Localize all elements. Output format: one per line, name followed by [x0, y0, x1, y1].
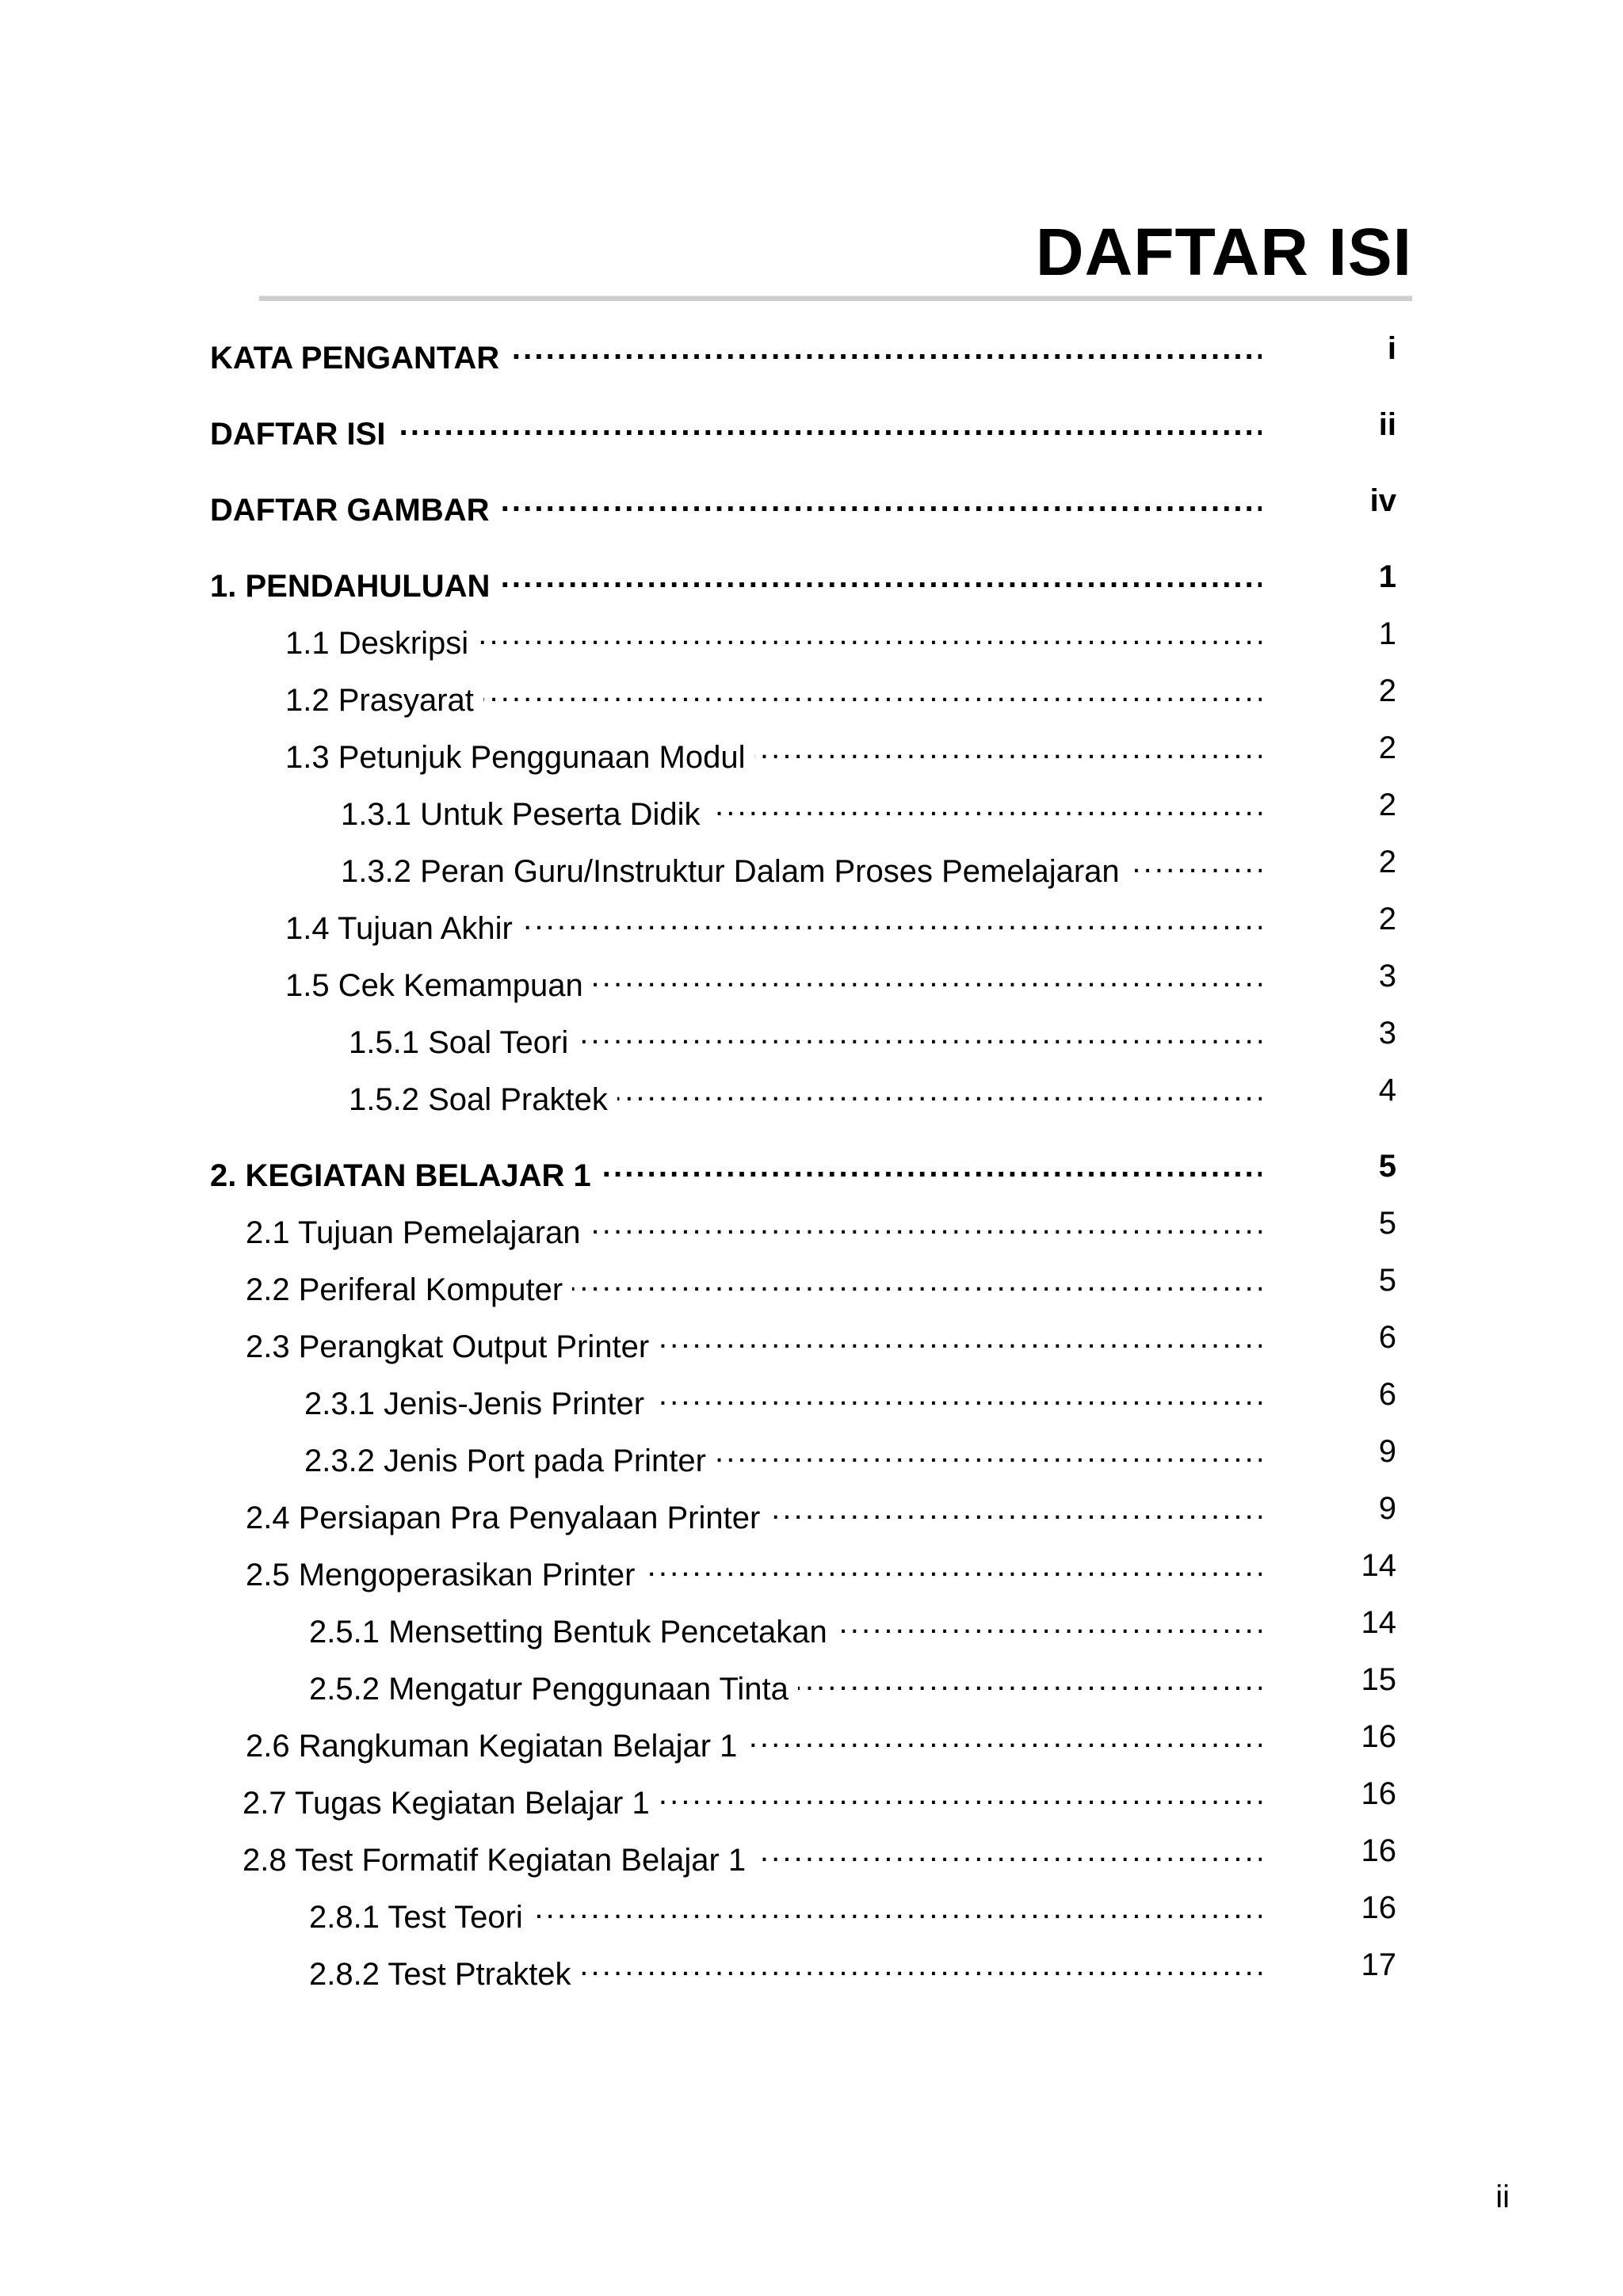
- toc-entry: [246, 1717, 1262, 1764]
- dot-leader: [483, 671, 1262, 711]
- dot-leader: [644, 1546, 1262, 1585]
- dot-leader: [522, 899, 1262, 939]
- toc-entry-page: 2: [1378, 845, 1396, 879]
- dot-leader: [509, 329, 1262, 368]
- toc-entry-label: 2. KEGIATAN BELAJAR 1: [210, 1158, 591, 1193]
- dot-leader: [578, 1013, 1262, 1053]
- dot-leader: [716, 1432, 1262, 1471]
- toc-entry-page: 16: [1361, 1719, 1396, 1754]
- toc-entry-page: 9: [1378, 1491, 1396, 1526]
- dot-leader: [593, 956, 1262, 996]
- toc-entry: [309, 1603, 1262, 1650]
- toc-entry-label: 1.5 Cek Kemampuan: [285, 968, 583, 1003]
- dot-leader: [533, 1888, 1262, 1928]
- toc-entry-page: 17: [1361, 1947, 1396, 1982]
- toc-entry-page: 5: [1378, 1263, 1396, 1298]
- toc-entry-page: 14: [1361, 1548, 1396, 1583]
- toc-entry: [210, 405, 1262, 452]
- dot-leader: [478, 614, 1262, 654]
- dot-leader: [755, 1831, 1262, 1871]
- toc-entry-label: 2.8.1 Test Teori: [309, 1900, 523, 1935]
- toc-entry-label: 2.5.1 Mensetting Bentuk Pencetakan: [309, 1615, 827, 1650]
- toc-entry: [285, 956, 1262, 1003]
- toc-entry-page: 6: [1378, 1320, 1396, 1355]
- toc-entry: [349, 1013, 1262, 1060]
- toc-entry-page: 15: [1361, 1662, 1396, 1697]
- dot-leader: [747, 1717, 1262, 1756]
- dot-leader: [572, 1261, 1262, 1300]
- toc-entry-page: 2: [1378, 902, 1396, 936]
- toc-entry-label: 2.5 Mengoperasikan Printer: [246, 1558, 636, 1592]
- toc-entry-page: 3: [1378, 959, 1396, 994]
- dot-leader: [617, 1070, 1262, 1110]
- toc-entry-page: 2: [1378, 788, 1396, 822]
- toc-entry-page: 6: [1378, 1377, 1396, 1412]
- toc-entry-page: 14: [1361, 1605, 1396, 1640]
- toc-entry-page: 16: [1361, 1890, 1396, 1925]
- toc-entry-label: 2.3.2 Jenis Port pada Printer: [304, 1444, 706, 1478]
- toc-entry: [285, 614, 1262, 661]
- toc-entry: [341, 842, 1262, 889]
- toc-entry-page: 2: [1378, 673, 1396, 708]
- toc-entry-label: 2.4 Persiapan Pra Penyalaan Printer: [246, 1501, 761, 1535]
- dot-leader: [654, 1375, 1262, 1414]
- toc-entry: [210, 1146, 1262, 1193]
- toc-entry-label: 2.2 Periferal Komputer: [246, 1272, 563, 1307]
- dot-leader: [395, 405, 1262, 444]
- toc-entry: [309, 1888, 1262, 1935]
- toc-entry-page: 9: [1378, 1434, 1396, 1469]
- toc-entry: [349, 1070, 1262, 1117]
- toc-entry-label: 2.3.1 Jenis-Jenis Printer: [304, 1386, 645, 1421]
- toc-entry: [285, 671, 1262, 718]
- toc-entry: [341, 785, 1262, 832]
- toc-entry-label: 1.4 Tujuan Akhir: [285, 911, 513, 946]
- toc-entry-label: 2.5.2 Mengatur Penggunaan Tinta: [309, 1672, 789, 1707]
- dot-leader: [590, 1203, 1262, 1243]
- toc-entry-label: 2.8 Test Formatif Kegiatan Belajar 1: [242, 1843, 747, 1878]
- toc-entry: [246, 1318, 1262, 1364]
- toc-entry: [285, 899, 1262, 946]
- dot-leader: [837, 1603, 1262, 1642]
- page-title: DAFTAR ISI: [1035, 215, 1412, 289]
- toc-entry-label: 1.3 Petunjuk Penggunaan Modul: [285, 740, 746, 775]
- toc-entry: [210, 329, 1262, 376]
- toc-entry-label: 2.3 Perangkat Output Printer: [246, 1329, 650, 1364]
- toc-entry-page: 5: [1378, 1149, 1396, 1184]
- dot-leader: [798, 1660, 1262, 1699]
- dot-leader: [581, 1945, 1262, 1985]
- toc-entry: [246, 1261, 1262, 1307]
- toc-entry-page: 16: [1361, 1776, 1396, 1811]
- toc-entry-label: KATA PENGANTAR: [210, 341, 500, 376]
- toc-entry: [285, 728, 1262, 775]
- dot-leader: [754, 728, 1262, 768]
- toc-entry-page: 3: [1378, 1016, 1396, 1051]
- toc-entry-label: DAFTAR ISI: [210, 417, 386, 452]
- toc-entry-page: 5: [1378, 1206, 1396, 1241]
- dot-leader: [769, 1489, 1262, 1528]
- toc-entry: [242, 1774, 1262, 1821]
- toc-entry-label: 2.7 Tugas Kegiatan Belajar 1: [242, 1786, 650, 1821]
- title-divider: [259, 296, 1412, 301]
- toc-entry-page: i: [1387, 331, 1396, 366]
- toc-entry-page: 4: [1378, 1073, 1396, 1108]
- page-number: ii: [1495, 2180, 1510, 2214]
- toc-entry-page: 1: [1378, 616, 1396, 651]
- toc-entry-label: 1.2 Prasyarat: [285, 683, 474, 718]
- dot-leader: [499, 557, 1262, 597]
- dot-leader: [659, 1318, 1262, 1357]
- toc-entry-label: 1.5.2 Soal Praktek: [349, 1082, 608, 1117]
- toc-entry: [210, 557, 1262, 604]
- dot-leader: [1129, 842, 1262, 882]
- toc-entry: [304, 1375, 1262, 1421]
- toc-entry-label: 2.1 Tujuan Pemelajaran: [246, 1215, 581, 1250]
- dot-leader: [499, 481, 1262, 521]
- dot-leader: [659, 1774, 1262, 1814]
- toc-entry-label: 1.3.1 Untuk Peserta Didik: [341, 797, 701, 832]
- toc-entry-label: 1. PENDAHULUAN: [210, 569, 491, 604]
- toc-entry-label: DAFTAR GAMBAR: [210, 493, 490, 528]
- toc-entry-page: 2: [1378, 730, 1396, 765]
- toc-entry: [304, 1432, 1262, 1478]
- toc-entry: [246, 1489, 1262, 1535]
- toc-entry-label: 1.3.2 Peran Guru/Instruktur Dalam Proses Pemelajaran: [341, 854, 1120, 889]
- toc-entry-label: 2.8.2 Test Ptraktek: [309, 1957, 571, 1992]
- dot-leader: [710, 785, 1262, 825]
- dot-leader: [601, 1146, 1262, 1186]
- toc-entry: [309, 1945, 1262, 1992]
- toc-entry-page: iv: [1369, 483, 1396, 518]
- toc-entry-label: 1.1 Deskripsi: [285, 626, 469, 661]
- toc-entry: [210, 481, 1262, 528]
- toc-entry-label: 1.5.1 Soal Teori: [349, 1025, 569, 1060]
- toc-entry-page: ii: [1378, 407, 1396, 442]
- toc-entry-page: 16: [1361, 1833, 1396, 1868]
- toc-entry: [246, 1546, 1262, 1592]
- toc-entry: [242, 1831, 1262, 1878]
- toc-entry: [246, 1203, 1262, 1250]
- toc-entry-label: 2.6 Rangkuman Kegiatan Belajar 1: [246, 1729, 738, 1764]
- toc-entry-page: 1: [1378, 559, 1396, 594]
- toc-entry: [309, 1660, 1262, 1707]
